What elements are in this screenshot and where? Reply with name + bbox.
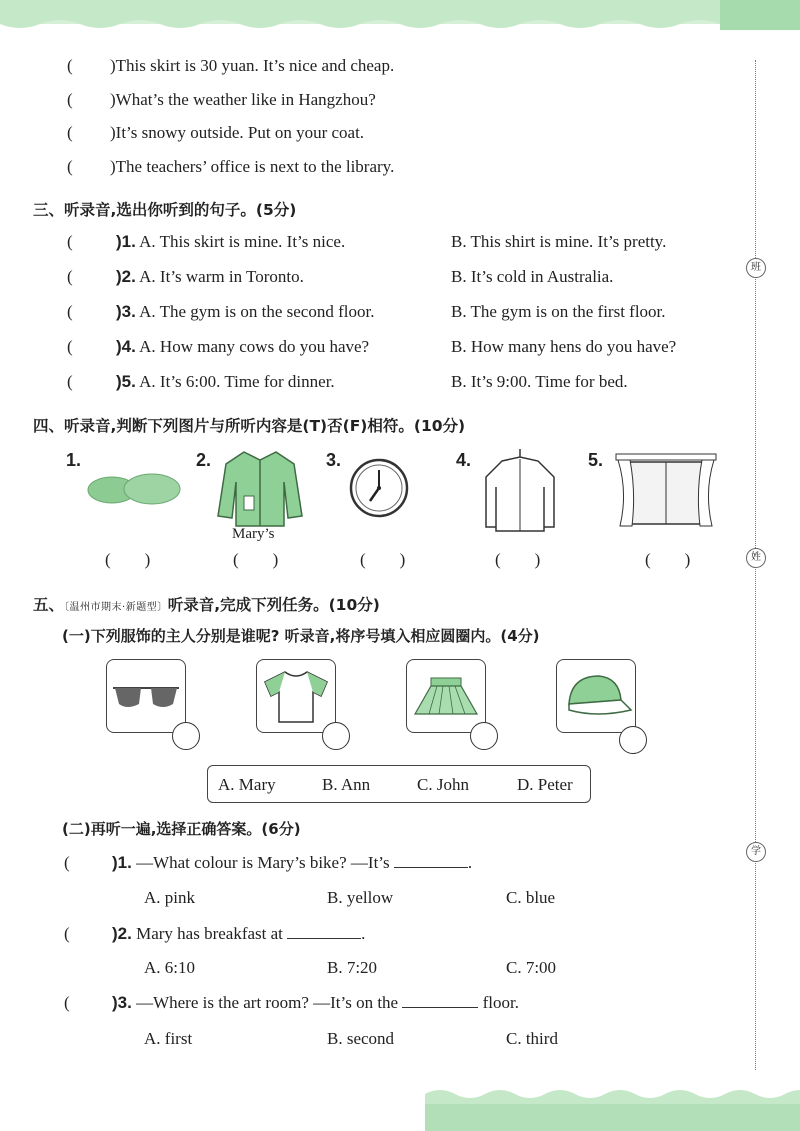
answer-paren[interactable]: ( xyxy=(67,123,73,142)
item-b: B. It’s 9:00. Time for bed. xyxy=(451,372,628,391)
owner-option: A. Mary xyxy=(218,775,276,794)
answer-paren[interactable]: ( xyxy=(67,56,73,75)
question: )1. —What colour is Mary’s bike? —It’s . xyxy=(112,853,473,872)
choice: B. 7:20 xyxy=(327,958,378,977)
fill-blank[interactable] xyxy=(394,853,468,868)
choice: C. 7:00 xyxy=(506,958,557,977)
list-item: )It’s snowy outside. Put on your coat. xyxy=(110,123,365,142)
bottom-decorative-band xyxy=(425,1082,800,1131)
owner-options-box xyxy=(207,765,591,803)
skirt-icon xyxy=(407,660,485,732)
tshirt-icon xyxy=(257,660,335,732)
side-mark-number: 学 xyxy=(746,842,766,862)
jacket-icon xyxy=(214,446,306,528)
list-item: )This skirt is 30 yuan. It’s nice and cheap. xyxy=(110,56,395,75)
question: )2. Mary has breakfast at . xyxy=(112,924,366,943)
part-1-title: (一)下列服饰的主人分别是谁呢? 听录音,将序号填入相应圆圈内。(4分) xyxy=(62,627,540,645)
list-item: )What’s the weather like in Hangzhou? xyxy=(110,90,376,109)
picture-number: 2. xyxy=(196,450,212,470)
item-a: )1. A. This skirt is mine. It’s nice. xyxy=(116,232,346,251)
item-a: )5. A. It’s 6:00. Time for dinner. xyxy=(116,372,335,391)
top-decorative-band xyxy=(0,0,800,38)
item-b: B. It’s cold in Australia. xyxy=(451,267,614,286)
choice: A. first xyxy=(144,1029,193,1048)
answer-paren[interactable]: ( xyxy=(64,924,70,943)
part-2-title: (二)再听一遍,选择正确答案。(6分) xyxy=(62,820,301,838)
answer-bracket[interactable]: ( ) xyxy=(495,550,541,569)
picture-number: 1. xyxy=(66,450,82,470)
answer-paren[interactable]: ( xyxy=(67,372,73,391)
item-a: )2. A. It’s warm in Toronto. xyxy=(116,267,304,286)
item-a: )3. A. The gym is on the second floor. xyxy=(116,302,375,321)
cap-card xyxy=(556,659,636,733)
sunglasses-card xyxy=(106,659,186,733)
answer-circle[interactable] xyxy=(322,722,350,750)
clock-icon xyxy=(348,457,410,519)
stones-icon xyxy=(86,470,182,506)
item-b: B. This shirt is mine. It’s pretty. xyxy=(451,232,667,251)
section-4-title: 四、听录音,判断下列图片与所听内容是(T)否(F)相符。(10分) xyxy=(33,417,466,435)
answer-paren[interactable]: ( xyxy=(67,337,73,356)
answer-circle[interactable] xyxy=(172,722,200,750)
item-b: B. The gym is on the first floor. xyxy=(451,302,666,321)
choice: C. blue xyxy=(506,888,556,907)
jacket-caption: Mary’s xyxy=(232,526,275,542)
item-b: B. How many hens do you have? xyxy=(451,337,677,356)
picture-number: 3. xyxy=(326,450,342,470)
item-a: )4. A. How many cows do you have? xyxy=(116,337,370,356)
cap-icon xyxy=(557,660,635,732)
choice: B. second xyxy=(327,1029,395,1048)
answer-paren[interactable]: ( xyxy=(67,302,73,321)
fill-blank[interactable] xyxy=(287,924,361,939)
fill-blank[interactable] xyxy=(402,993,478,1008)
shirt-icon xyxy=(482,447,558,533)
question: )3. —Where is the art room? —It’s on the floor. xyxy=(112,993,519,1012)
source-tag: 〔温州市期末·新题型〕 xyxy=(64,602,168,613)
owner-option: C. John xyxy=(417,775,469,794)
answer-paren[interactable]: ( xyxy=(67,232,73,251)
choice: A. pink xyxy=(144,888,195,907)
picture-number: 5. xyxy=(588,450,604,470)
answer-bracket[interactable]: ( ) xyxy=(645,550,691,569)
answer-circle[interactable] xyxy=(619,726,647,754)
list-item: )The teachers’ office is next to the library. xyxy=(110,157,395,176)
skirt-card xyxy=(406,659,486,733)
tshirt-card xyxy=(256,659,336,733)
side-mark-class: 班 xyxy=(746,258,766,278)
choice: B. yellow xyxy=(327,888,394,907)
choice: C. third xyxy=(506,1029,558,1048)
choice: A. 6:10 xyxy=(144,958,195,977)
answer-circle[interactable] xyxy=(470,722,498,750)
answer-bracket[interactable]: ( ) xyxy=(105,550,151,569)
answer-paren[interactable]: ( xyxy=(67,157,73,176)
side-mark-name: 姓 xyxy=(746,548,766,568)
owner-option: D. Peter xyxy=(517,775,573,794)
picture-number: 4. xyxy=(456,450,472,470)
owner-option: B. Ann xyxy=(322,775,371,794)
answer-paren[interactable]: ( xyxy=(64,993,70,1012)
answer-bracket[interactable]: ( ) xyxy=(233,550,279,569)
answer-paren[interactable]: ( xyxy=(67,267,73,286)
answer-paren[interactable]: ( xyxy=(67,90,73,109)
answer-bracket[interactable]: ( ) xyxy=(360,550,406,569)
section-3-title: 三、听录音,选出你听到的句子。(5分) xyxy=(33,201,297,219)
section-5-title: 五、〔温州市期末·新题型〕听录音,完成下列任务。(10分) xyxy=(33,596,380,614)
window-icon xyxy=(614,452,718,530)
sunglasses-icon xyxy=(107,660,185,732)
answer-paren[interactable]: ( xyxy=(64,853,70,872)
